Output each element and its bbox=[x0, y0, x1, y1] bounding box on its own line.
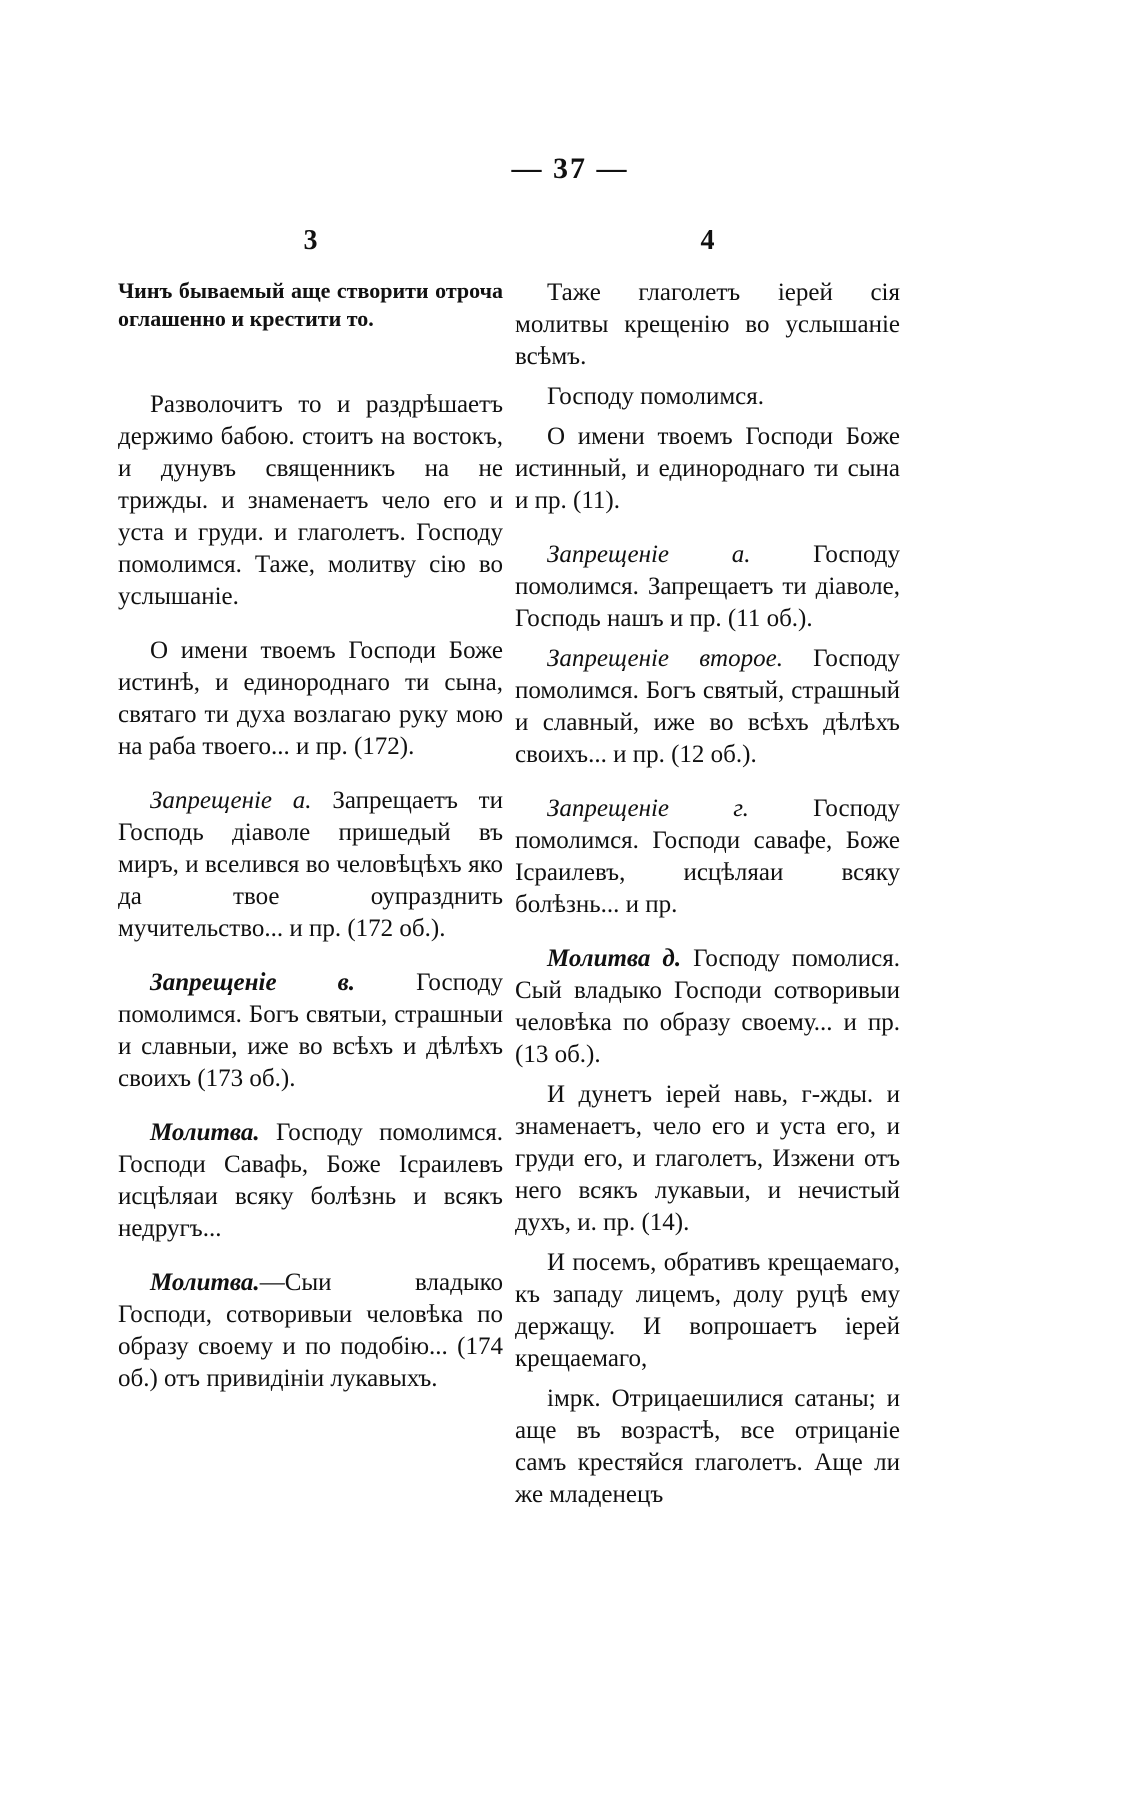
left-column-number: 3 bbox=[303, 225, 318, 256]
left-p4-title: Запрещеніе в. bbox=[150, 969, 356, 996]
left-p4-text: Господу помолимся. Богъ святыи, страшныи и славныи, иже во всѣхъ и дѣлѣхъ своихъ (173 об.). bbox=[118, 969, 503, 1092]
right-paragraph-8: И дунетъ іерей навь, г-жды. и знаменаетъ, чело его и уста его, и груди его, и глаголетъ, Изжени отъ него всякъ лукавыи, и нечистый духъ, и. пр. (14). bbox=[515, 1081, 900, 1236]
right-column bbox=[515, 225, 900, 1511]
right-p5-text: Господу помолимся. Богъ святый, страшный и славный, иже во всѣхъ дѣлѣхъ своихъ... и пр. (12 об.). bbox=[515, 645, 900, 768]
rite-heading: Чинъ бываемый аще створити отроча оглашенно и крестити то. bbox=[118, 278, 503, 331]
right-p4-text: Господу помолимся. Запрещаетъ ти діаволе, Господь нашъ и пр. (11 об.). bbox=[515, 541, 900, 632]
right-p5-title: Запрещеніе второе. bbox=[547, 645, 783, 672]
right-paragraph-2: Господу помолимся. bbox=[547, 383, 765, 410]
right-column-number: 4 bbox=[700, 225, 715, 256]
right-p6-title: Запрещеніе г. bbox=[547, 795, 749, 822]
left-paragraph-4 bbox=[118, 967, 503, 1095]
right-paragraph-10: імрк. Отрицаешилися сатаны; и аще въ возрастѣ, все отрицаніе самъ крестяйся глаголетъ. Аще ли же младенецъ bbox=[515, 1385, 900, 1508]
left-paragraph-5 bbox=[118, 1117, 503, 1245]
right-paragraph-5 bbox=[515, 643, 900, 771]
left-p6-text: —Сыи владыко Господи, сотворивыи человѣка по образу своему и по подобію... (174 об.) отъ привидініи лукавыхъ. bbox=[118, 1269, 503, 1392]
right-paragraph-3: О имени твоемъ Господи Боже истинный, и единороднаго ти сына и пр. (11). bbox=[515, 423, 900, 514]
left-column bbox=[118, 225, 503, 1395]
right-p6-text: Господу помолимся. Господи савафе, Боже Ісраилевъ, исцѣляаи всяку болѣзнь... и пр. bbox=[515, 795, 901, 918]
left-paragraph-3 bbox=[118, 785, 503, 945]
right-p7-text: Господу помолися. Сый владыко Господи сотворивыи человѣка по образу своему... и пр. (13 об.). bbox=[515, 945, 900, 1068]
right-paragraph-1: Таже глаголетъ іерей сія молитвы крещенію во услышаніе всѣмъ. bbox=[515, 279, 900, 370]
right-paragraph-4 bbox=[515, 539, 900, 635]
right-p7-title: Молитва д. bbox=[547, 945, 682, 972]
left-p3-text: Запрещаетъ ти Господь діаволе пришедый въ миръ, и вселився во человѣцѣхъ яко да твое оупразднить мучительство... и пр. (172 об.). bbox=[118, 787, 503, 942]
right-paragraph-6 bbox=[515, 793, 900, 921]
left-paragraph-6 bbox=[118, 1267, 503, 1395]
right-paragraph-7 bbox=[515, 943, 900, 1071]
left-paragraph-1: Разволочитъ то и раздрѣшаетъ держимо бабою. стоитъ на востокъ, и дунувъ священникъ на не трижды. и знаменаетъ чело его и уста и груди. и глаголетъ. Господу помолимся. Таже, молитву сію во услышаніе. bbox=[118, 391, 503, 610]
left-p6-title: Молитва. bbox=[150, 1269, 260, 1296]
right-paragraph-9: И посемъ, обративъ крещаемаго, къ западу лицемъ, долу руцѣ ему держащу. И вопрошаетъ іерей крещаемаго, bbox=[515, 1249, 900, 1372]
page-number: — 37 — bbox=[511, 152, 629, 185]
right-p4-title: Запрещеніе а. bbox=[547, 541, 751, 568]
left-p5-text: Господу помолимся. Господи Савафь, Боже Ісраилевъ исцѣляаи всяку болѣзнь и всякъ недругъ... bbox=[118, 1119, 503, 1242]
left-paragraph-2: О имени твоемъ Господи Боже истинѣ, и единороднаго ти сына, святаго ти духа возлагаю руку мою на раба твоего... и пр. (172). bbox=[118, 637, 503, 760]
left-p3-title: Запрещеніе а. bbox=[150, 787, 312, 814]
left-p5-title: Молитва. bbox=[150, 1119, 260, 1146]
